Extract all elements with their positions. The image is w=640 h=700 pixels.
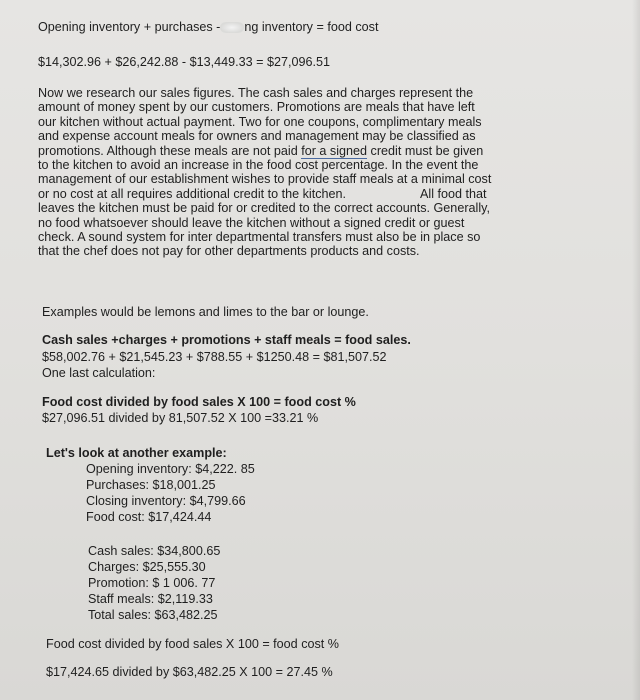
staff-meals-value: Staff meals: $2,119.33 bbox=[88, 592, 213, 606]
food-cost-calculation-2: $17,424.65 divided by $63,482.25 X 100 = 27.45 % bbox=[46, 665, 333, 679]
food-cost-calculation-1: $27,096.51 divided by 81,507.52 X 100 =33.21 % bbox=[42, 411, 319, 425]
sales-paragraph bbox=[38, 86, 558, 259]
food-cost-value: Food cost: $17,424.44 bbox=[86, 510, 212, 524]
purchases-value: Purchases: $18,001.25 bbox=[86, 478, 216, 492]
paragraph-line bbox=[38, 144, 558, 158]
page-shadow-edge bbox=[632, 0, 640, 700]
paragraph-line: Now we research our sales figures. The cash sales and charges represent the bbox=[38, 86, 474, 100]
paragraph-text: credit must be given bbox=[367, 143, 484, 158]
paragraph-line: leaves the kitchen must be paid for or credited to the correct accounts. Generally, bbox=[38, 201, 490, 216]
food-cost-formula: Food cost divided by food sales X 100 = food cost % bbox=[42, 395, 356, 409]
one-last-calculation: One last calculation: bbox=[42, 366, 156, 380]
paragraph-line: check. A sound system for inter departmental transfers must also be in place so bbox=[38, 230, 481, 245]
paragraph-line: to the kitchen to avoid an increase in the food cost percentage. In the event the bbox=[38, 158, 479, 173]
closing-inventory-value: Closing inventory: $4,799.66 bbox=[86, 494, 246, 508]
another-example-heading: Let's look at another example: bbox=[46, 446, 227, 460]
sales-formula: Cash sales +charges + promotions + staff meals = food sales. bbox=[42, 333, 411, 347]
obscured-text-blob bbox=[220, 22, 244, 33]
promotion-value: Promotion: $ 1 006. 77 bbox=[88, 576, 216, 590]
paragraph-text: All food that bbox=[420, 186, 487, 201]
total-sales-value: Total sales: $63,482.25 bbox=[88, 608, 218, 622]
paragraph-line: our kitchen without actual payment. Two for one coupons, complimentary meals bbox=[38, 114, 482, 129]
examples-line: Examples would be lemons and limes to the bar or lounge. bbox=[42, 305, 369, 319]
sales-calculation: $58,002.76 + $21,545.23 + $788.55 + $1250.48 = $81,507.52 bbox=[42, 350, 387, 364]
paragraph-line bbox=[38, 187, 558, 201]
paragraph-line: management of our establishment wishes to provide staff meals at a minimal cost bbox=[38, 172, 492, 187]
charges-value: Charges: $25,555.30 bbox=[88, 560, 206, 574]
cash-sales-value: Cash sales: $34,800.65 bbox=[88, 544, 221, 558]
paragraph-line: no food whatsoever should leave the kitchen without a signed credit or guest bbox=[38, 215, 465, 230]
formula-left-text: Opening inventory + purchases - bbox=[38, 20, 221, 34]
paragraph-line: and expense account meals for owners and management may be classified as bbox=[38, 129, 476, 144]
calc-food-cost-1: $14,302.96 + $26,242.88 - $13,449.33 = $27,096.51 bbox=[38, 55, 331, 69]
paragraph-text: or no cost at all requires additional credit to the kitchen. bbox=[38, 186, 347, 201]
paragraph-line: that the chef does not pay for other departments products and costs. bbox=[38, 244, 420, 259]
paragraph-line: amount of money spent by our customers. Promotions are meals that have left bbox=[38, 100, 475, 115]
formula-right-text: ng inventory = food cost bbox=[244, 20, 379, 34]
paragraph-text: promotions. Although these meals are not paid bbox=[38, 143, 302, 158]
underlined-text: for a signed bbox=[301, 143, 368, 158]
opening-inventory-value: Opening inventory: $4,222. 85 bbox=[86, 462, 255, 476]
formula-opening-inventory bbox=[38, 20, 378, 35]
food-cost-formula-2: Food cost divided by food sales X 100 = food cost % bbox=[46, 637, 339, 651]
